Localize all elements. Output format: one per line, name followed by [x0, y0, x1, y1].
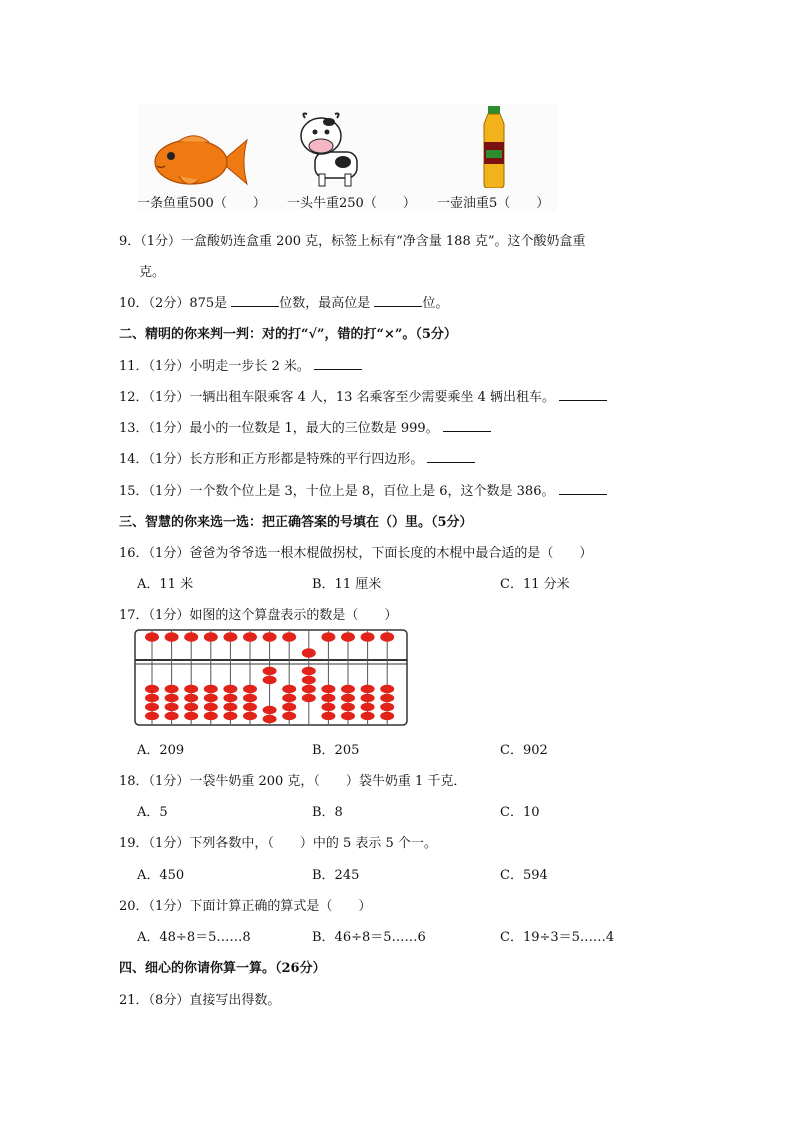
- abacus-lower-bead: [223, 685, 237, 694]
- question-11-text: 11．（1分）小明走一步长 2 米。: [119, 359, 310, 374]
- abacus-lower-bead: [204, 694, 218, 703]
- answer-blank[interactable]: [314, 357, 362, 370]
- question-14: [119, 448, 475, 467]
- abacus-lower-bead: [282, 703, 296, 712]
- option-c[interactable]: C．594: [500, 868, 548, 883]
- question-9-line1: 9．（1分）一盒酸奶连盒重 200 克，标签上标有“净含量 188 克”。这个酸奶盒重: [119, 234, 586, 249]
- abacus-upper-bead: [282, 632, 296, 642]
- weight-figures-panel: [137, 104, 557, 211]
- abacus-lower-bead: [321, 703, 335, 712]
- abacus-lower-bead: [204, 712, 218, 721]
- abacus-upper-bead: [243, 632, 257, 642]
- abacus-lower-bead: [361, 712, 375, 721]
- goldfish-image: [149, 132, 249, 192]
- abacus-upper-bead: [184, 632, 198, 642]
- question-15: [119, 480, 607, 499]
- abacus-upper-bead: [165, 632, 179, 642]
- abacus-lower-bead: [145, 685, 159, 694]
- cow-image: [295, 110, 375, 190]
- question-13-text: 13．（1分）最小的一位数是 1，最大的三位数是 999。: [119, 421, 439, 436]
- abacus-lower-bead: [380, 685, 394, 694]
- abacus-lower-bead: [341, 703, 355, 712]
- abacus-lower-bead: [243, 685, 257, 694]
- abacus-lower-bead: [184, 703, 198, 712]
- abacus-lower-bead: [145, 694, 159, 703]
- fish-caption: 一条鱼重500（ ）: [137, 196, 266, 211]
- abacus-lower-bead: [282, 685, 296, 694]
- abacus-upper-bead: [145, 632, 159, 642]
- abacus-lower-bead: [165, 703, 179, 712]
- question-10-part1: 10．（2分）875是: [119, 296, 232, 311]
- abacus-upper-bead: [321, 632, 335, 642]
- option-c[interactable]: C．19÷3＝5……4: [500, 930, 615, 945]
- abacus-upper-bead: [380, 632, 394, 642]
- abacus-lower-bead: [223, 712, 237, 721]
- oil-caption: 一壶油重5（ ）: [437, 196, 550, 211]
- option-b[interactable]: B．205: [312, 743, 360, 758]
- question-15-text: 15．（1分）一个数个位上是 3，十位上是 8，百位上是 6，这个数是 386。: [119, 484, 555, 499]
- abacus-lower-bead: [263, 715, 277, 724]
- question-19-stem: 19．（1分）下列各数中，（ ）中的 5 表示 5 个一。: [119, 836, 437, 851]
- section-2-heading: 二、精明的你来判一判：对的打“√”，错的打“×”。（5分）: [119, 327, 457, 342]
- abacus-lower-bead: [341, 694, 355, 703]
- question-9-line2: 克。: [139, 265, 166, 280]
- answer-blank[interactable]: [443, 419, 491, 432]
- option-b[interactable]: B．8: [312, 805, 343, 820]
- abacus-lower-bead: [204, 685, 218, 694]
- abacus-lower-bead: [321, 712, 335, 721]
- option-a[interactable]: A．11 米: [137, 577, 194, 592]
- abacus-lower-bead: [165, 685, 179, 694]
- abacus-lower-bead: [204, 703, 218, 712]
- question-16-stem: 16．（1分）爸爸为爷爷选一根木棍做拐杖，下面长度的木棍中最合适的是（ ）: [119, 546, 593, 561]
- option-a[interactable]: A．48÷8＝5……8: [137, 930, 251, 945]
- abacus-lower-bead: [321, 694, 335, 703]
- answer-blank[interactable]: [231, 294, 279, 307]
- abacus-lower-bead: [263, 667, 277, 676]
- cow-caption: 一头牛重250（ ）: [287, 196, 416, 211]
- question-10-part3: 位。: [422, 296, 449, 311]
- question-21: 21．（8分）直接写出得数。: [119, 993, 281, 1008]
- question-13: [119, 417, 491, 436]
- option-b[interactable]: B．46÷8＝5……6: [312, 930, 426, 945]
- abacus-lower-bead: [184, 685, 198, 694]
- abacus-lower-bead: [361, 685, 375, 694]
- abacus-lower-bead: [380, 712, 394, 721]
- question-10: [119, 292, 448, 311]
- abacus-lower-bead: [243, 703, 257, 712]
- section-4-heading: 四、细心的你请你算一算。（26分）: [119, 961, 326, 976]
- abacus-lower-bead: [223, 703, 237, 712]
- abacus-lower-bead: [243, 712, 257, 721]
- abacus-lower-bead: [263, 676, 277, 685]
- abacus-upper-bead: [361, 632, 375, 642]
- abacus-lower-bead: [263, 706, 277, 715]
- abacus-lower-bead: [302, 694, 316, 703]
- answer-blank[interactable]: [559, 482, 607, 495]
- abacus-lower-bead: [341, 712, 355, 721]
- question-12-text: 12．（1分）一辆出租车限乘客 4 人，13 名乘客至少需要乘坐 4 辆出租车。: [119, 390, 556, 405]
- answer-blank[interactable]: [374, 294, 422, 307]
- abacus-lower-bead: [145, 703, 159, 712]
- question-12: [119, 386, 607, 405]
- abacus-lower-bead: [361, 694, 375, 703]
- abacus-upper-bead: [204, 632, 218, 642]
- question-10-part2: 位数，最高位是: [279, 296, 375, 311]
- abacus-upper-bead: [302, 648, 316, 658]
- abacus-lower-bead: [165, 712, 179, 721]
- abacus-lower-bead: [243, 694, 257, 703]
- question-11: [119, 355, 362, 374]
- abacus-lower-bead: [302, 667, 316, 676]
- abacus-upper-bead: [341, 632, 355, 642]
- option-c[interactable]: C．902: [500, 743, 548, 758]
- option-a[interactable]: A．450: [137, 868, 185, 883]
- answer-blank[interactable]: [427, 450, 475, 463]
- section-3-heading: 三、智慧的你来选一选：把正确答案的号填在（）里。（5分）: [119, 515, 473, 530]
- option-a[interactable]: A．209: [137, 743, 185, 758]
- abacus-lower-bead: [302, 676, 316, 685]
- option-a[interactable]: A．5: [137, 805, 168, 820]
- abacus-lower-bead: [184, 712, 198, 721]
- abacus-upper-bead: [263, 632, 277, 642]
- abacus-lower-bead: [302, 685, 316, 694]
- option-c[interactable]: C．10: [500, 805, 540, 820]
- option-b[interactable]: B．11 厘米: [312, 577, 382, 592]
- option-b[interactable]: B．245: [312, 868, 360, 883]
- abacus-lower-bead: [341, 685, 355, 694]
- abacus-lower-bead: [380, 694, 394, 703]
- question-20-stem: 20．（1分）下面计算正确的算式是（ ）: [119, 899, 372, 914]
- question-17-stem: 17．（1分）如图的这个算盘表示的数是（ ）: [119, 608, 398, 623]
- abacus-lower-bead: [165, 694, 179, 703]
- answer-blank[interactable]: [559, 388, 607, 401]
- abacus-image: [134, 629, 408, 726]
- question-18-stem: 18．（1分）一袋牛奶重 200 克，（ ）袋牛奶重 1 千克．: [119, 774, 467, 789]
- oil-bottle-image: [474, 106, 514, 188]
- abacus-lower-bead: [282, 694, 296, 703]
- abacus-lower-bead: [184, 694, 198, 703]
- question-14-text: 14．（1分）长方形和正方形都是特殊的平行四边形。: [119, 452, 424, 467]
- option-c[interactable]: C．11 分米: [500, 577, 570, 592]
- abacus-lower-bead: [223, 694, 237, 703]
- abacus-lower-bead: [321, 685, 335, 694]
- abacus-upper-bead: [223, 632, 237, 642]
- abacus-lower-bead: [145, 712, 159, 721]
- abacus-lower-bead: [361, 703, 375, 712]
- abacus-lower-bead: [282, 712, 296, 721]
- abacus-lower-bead: [380, 703, 394, 712]
